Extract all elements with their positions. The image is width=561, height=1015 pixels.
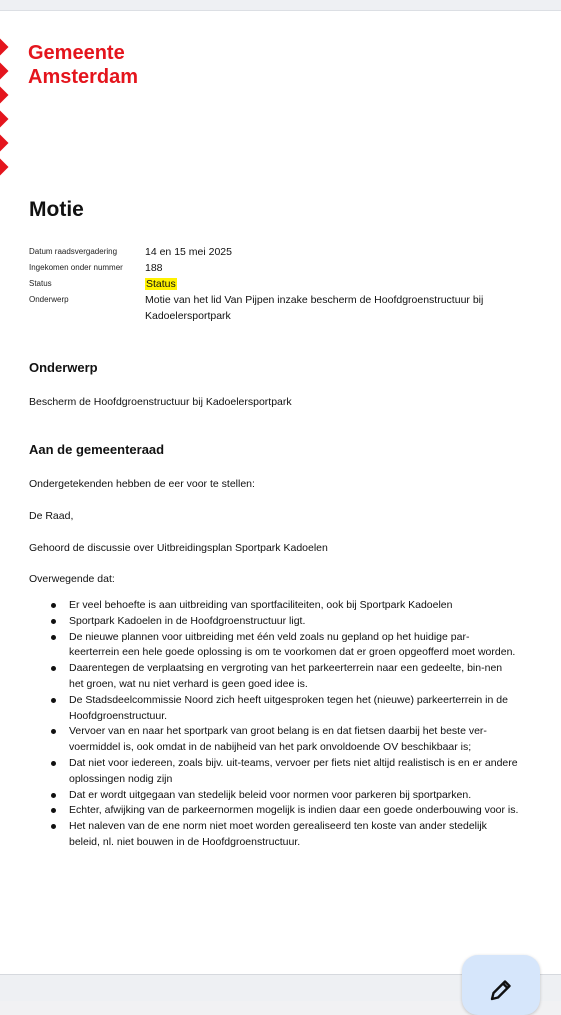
list-item: De Stadsdeelcommissie Noord zich heeft uitgesproken tegen het (nieuwe) parkeerterrein in de Hoofdgroenstructuur. [29,693,519,725]
cross-icon [0,135,8,152]
meta-label: Datum raadsvergadering [29,247,118,256]
section-heading-onderwerp: Onderwerp [29,360,98,375]
gemeente-logo [28,41,138,89]
gehoord-text: Gehoord de discussie over Uitbreidingsplan Sportpark Kadoelen [29,542,328,554]
cross-icon [0,63,8,80]
edit-button[interactable] [462,955,540,1015]
meta-row-nummer [29,260,529,276]
list-item: Dat niet voor iedereen, zoals bijv. uit-teams, vervoer per fiets niet altijd realistisch is en er andere oplossingen nodig zijn [29,756,519,788]
meta-label: Ingekomen onder nummer [29,263,123,272]
meta-label: Onderwerp [29,295,69,304]
cross-icon [0,111,8,128]
edit-pencil-icon [488,977,514,1003]
meta-value: 188 [145,262,163,274]
top-toolbar-edge [0,0,561,11]
overwegende-text: Overwegende dat: [29,573,115,585]
document-page[interactable] [0,11,561,974]
meta-row-status [29,276,529,292]
meta-row-onderwerp [29,292,529,324]
document-title: Motie [29,198,84,221]
salutation-text: De Raad, [29,510,74,522]
list-item: Echter, afwijking van de parkeernormen mogelijk is indien daar een goede onderbouwing voor is. [29,803,519,819]
cross-icon [0,39,8,56]
list-item: De nieuwe plannen voor uitbreiding met één veld zoals nu gepland op het huidige par-keerterrein een hele goede oplossing is om te voorkomen dat er groen opgeofferd moet worden. [29,630,519,662]
status-highlight: Status [146,278,176,290]
meta-table [29,244,529,324]
list-item: Daarentegen de verplaatsing en vergroting van het parkeerterrein naar een gedeelte, bin-nen het groen, wat nu niet verhard is geen goed idee is. [29,661,519,693]
meta-value: 14 en 15 mei 2025 [145,246,232,258]
list-item: Het naleven van de ene norm niet moet worden gerealiseerd ten koste van ander stedelijk beleid, nl. niet bouwen in de Hoofdgroenstructuur. [29,819,519,851]
logo-line-1: Gemeente [28,42,125,64]
intro-text: Ondergetekenden hebben de eer voor te stellen: [29,478,255,490]
cross-icon [0,87,8,104]
considerations-list [29,598,519,851]
list-item: Vervoer van en naar het sportpark van groot belang is en dat fietsen daarbij het beste ver-voermiddel is, ook omdat in de nabijheid van het park onvoldoende OV beschikbaar is; [29,724,519,756]
meta-label: Status [29,279,52,288]
meta-value: Motie van het lid Van Pijpen inzake bescherm de Hoofdgroenstructuur bij Kadoelersportpark [145,294,484,322]
logo-line-2: Amsterdam [28,66,139,88]
onderwerp-text: Bescherm de Hoofdgroenstructuur bij Kadoelersportpark [29,396,292,408]
meta-value [145,276,529,292]
cross-icon [0,159,8,176]
list-item: Sportpark Kadoelen in de Hoofdgroenstructuur ligt. [29,614,519,630]
list-item: Dat er wordt uitgegaan van stedelijk beleid voor normen voor parkeren bij sportparken. [29,788,519,804]
list-item: Er veel behoefte is aan uitbreiding van sportfaciliteiten, ook bij Sportpark Kadoelen [29,598,519,614]
section-heading-gemeenteraad: Aan de gemeenteraad [29,442,165,457]
meta-row-datum [29,244,529,260]
